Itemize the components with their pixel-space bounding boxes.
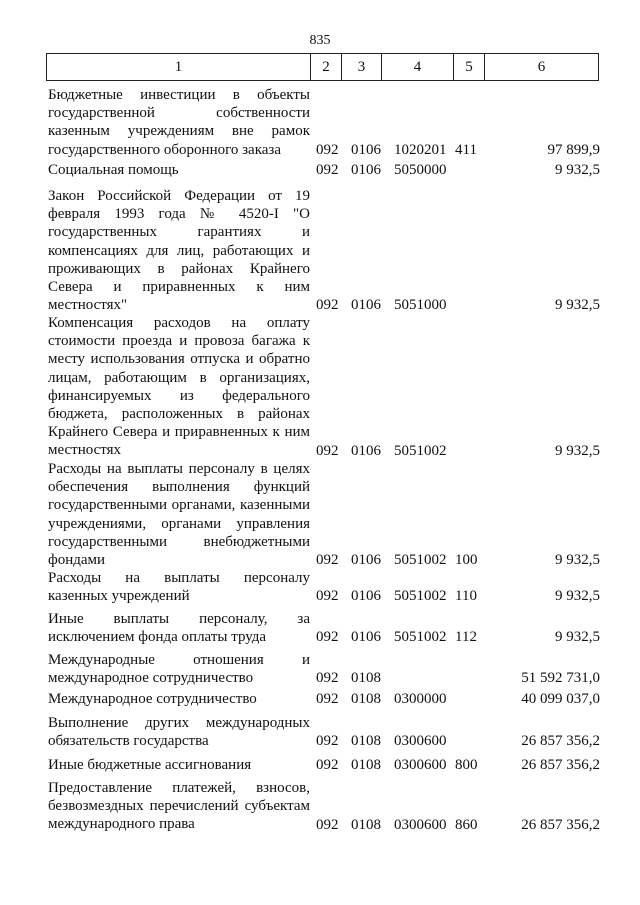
code-ministry: 092 [316, 162, 339, 179]
code-section: 0108 [351, 691, 381, 708]
code-section: 0106 [351, 629, 381, 646]
code-ministry: 092 [316, 141, 339, 158]
amount: 51 592 731,0 [521, 670, 600, 687]
table-row [48, 610, 600, 646]
code-ministry: 092 [316, 757, 339, 774]
code-ministry: 092 [316, 691, 339, 708]
row-description: Иные выплаты персоналу, за исключением фонда оплаты труда [48, 611, 310, 646]
amount: 9 932,5 [555, 552, 600, 569]
amount: 9 932,5 [555, 162, 600, 179]
row-description: Выполнение других международных обязательств государства [48, 715, 310, 750]
amount: 26 857 356,2 [521, 757, 600, 774]
code-ministry: 092 [316, 670, 339, 687]
code-target: 5051002 [394, 588, 447, 605]
column-header-3: 3 [342, 54, 382, 81]
table-row [48, 460, 600, 569]
column-header-table [46, 53, 599, 81]
table-row [48, 161, 600, 179]
column-header-4: 4 [382, 54, 454, 81]
code-target: 0300000 [394, 691, 447, 708]
table-row [48, 756, 600, 774]
code-section: 0106 [351, 141, 381, 158]
code-target: 5050000 [394, 162, 447, 179]
amount: 9 932,5 [555, 629, 600, 646]
code-expense-type: 800 [455, 757, 478, 774]
code-section: 0106 [351, 442, 381, 459]
code-section: 0108 [351, 816, 381, 833]
table-row [48, 651, 600, 687]
amount: 9 932,5 [555, 588, 600, 605]
column-header-1: 1 [47, 54, 311, 81]
row-description: Международное сотрудничество [48, 691, 257, 707]
table-row [48, 86, 600, 159]
column-header-6: 6 [485, 54, 599, 81]
column-header-5: 5 [454, 54, 485, 81]
amount: 40 099 037,0 [521, 691, 600, 708]
row-description: Социальная помощь [48, 162, 179, 178]
row-description: Международные отношения и международное сотрудничество [48, 652, 310, 687]
table-row [48, 314, 600, 460]
code-target: 0300600 [394, 816, 447, 833]
code-ministry: 092 [316, 297, 339, 314]
table-row [48, 714, 600, 750]
amount: 9 932,5 [555, 442, 600, 459]
table-row [48, 779, 600, 834]
code-expense-type: 110 [455, 588, 477, 605]
page-number: 835 [309, 33, 331, 48]
row-description: Иные бюджетные ассигнования [48, 757, 252, 773]
column-header-2: 2 [311, 54, 342, 81]
row-description: Расходы на выплаты персоналу в целях обеспечения выполнения функций государственными органами, казенными учреждениями, органами управления государственными внебюджетными фондами [48, 461, 310, 569]
code-section: 0108 [351, 733, 381, 750]
code-ministry: 092 [316, 588, 339, 605]
row-description: Компенсация расходов на оплату стоимости проезда и провоза багажа к месту использования отпуска и обратно лицам, работающим в организациях, финансируемых из федерального бюджета, расположенных в районах Крайнего Севера и приравненных к ним местностях [48, 315, 310, 459]
amount: 9 932,5 [555, 297, 600, 314]
table-row [48, 569, 600, 605]
code-section: 0106 [351, 162, 381, 179]
code-section: 0106 [351, 588, 381, 605]
code-section: 0106 [351, 552, 381, 569]
code-target: 5051002 [394, 629, 447, 646]
code-target: 0300600 [394, 733, 447, 750]
amount: 26 857 356,2 [521, 816, 600, 833]
row-description: Бюджетные инвестиции в объекты государственной собственности казенным учреждениям вне рамок государственного оборонного заказа [48, 87, 310, 158]
code-target: 5051002 [394, 442, 447, 459]
amount: 26 857 356,2 [521, 733, 600, 750]
code-expense-type: 100 [455, 552, 478, 569]
code-section: 0108 [351, 757, 381, 774]
code-section: 0106 [351, 297, 381, 314]
code-expense-type: 112 [455, 629, 477, 646]
code-section: 0108 [351, 670, 381, 687]
code-expense-type: 860 [455, 816, 478, 833]
table-row [48, 187, 600, 314]
code-target: 5051000 [394, 297, 447, 314]
code-target: 0300600 [394, 757, 447, 774]
code-target: 5051002 [394, 552, 447, 569]
code-ministry: 092 [316, 442, 339, 459]
amount: 97 899,9 [547, 141, 600, 158]
row-description: Закон Российской Федерации от 19 февраля 1993 года № 4520-I "О государственных гарантиях и компенсациях для лиц, работающих и проживающих в районах Крайнего Севера и приравненных к ним местностях" [48, 188, 310, 314]
code-ministry: 092 [316, 816, 339, 833]
code-ministry: 092 [316, 629, 339, 646]
code-target: 1020201 [394, 141, 447, 158]
table-row [48, 690, 600, 708]
row-description: Предоставление платежей, взносов, безвозмездных перечислений субъектам международного права [48, 780, 310, 833]
code-ministry: 092 [316, 733, 339, 750]
code-expense-type: 411 [455, 141, 477, 158]
row-description: Расходы на выплаты персоналу казенных учреждений [48, 570, 310, 605]
code-ministry: 092 [316, 552, 339, 569]
